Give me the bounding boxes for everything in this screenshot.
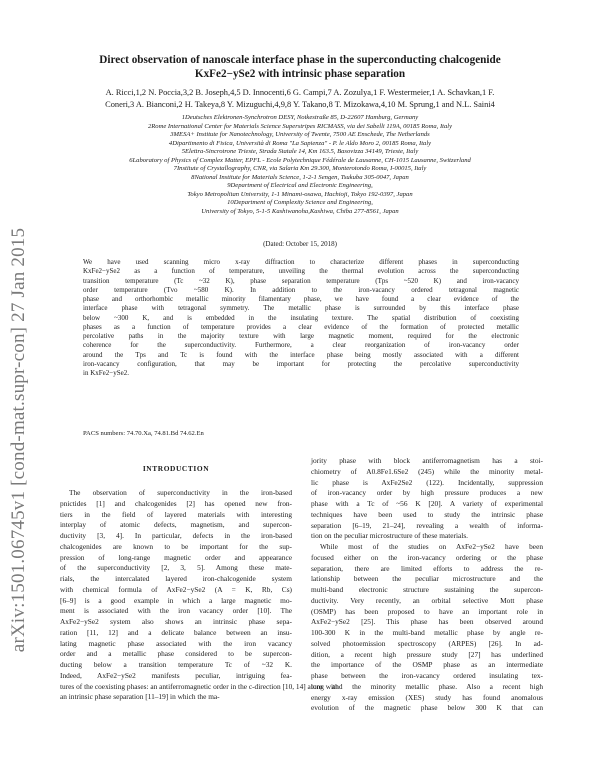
section-heading-introduction: INTRODUCTION (142, 464, 210, 473)
body-line: chalcogenides are known to be important for the sup- (60, 541, 292, 551)
abstract-line: in KxFe2−ySe2. (83, 369, 129, 377)
body-line: evolution of the magnetic phase below 300 K that can (311, 703, 543, 713)
body-line: focused either on the iron-vacancy ordering or the phase (311, 552, 543, 562)
affiliation: 10Department of Complexity Science and Engineering, (227, 199, 373, 207)
left-column-text (60, 488, 339, 703)
body-line: ducting below a transition temperature Tc of ~32 K. (60, 660, 292, 669)
body-line: of the superconductivity [2, 3, 5]. Among these mate- (60, 563, 292, 573)
body-line: 100-300 K in the multi-band metallic phase by angle re- (311, 628, 543, 637)
affiliation: Tokyo Metropolitan University, 1-1 Minami-osawa, Hachioji, Tokyo 192-0397, Japan (187, 190, 413, 198)
body-line: of iron-vacancy order by high pressure produces a new (311, 488, 543, 498)
affiliation: 9Department of Electrical and Electronic Engineering, (227, 182, 373, 190)
body-line: energy x-ray emission (XES) study has found anomalous (311, 692, 543, 702)
body-line: [6–9] is a good example in which a large magnetic mo- (60, 595, 292, 605)
title-line-2: KxFe2−ySe2 with intrinsic phase separation (194, 68, 406, 80)
date-line: (Dated: October 15, 2018) (263, 240, 337, 248)
arxiv-identifier-stamp (3, 160, 35, 720)
author-list (62, 87, 538, 111)
abstract-line: transition temperature (Tc ~32 K), phase separation temperature (Tps ~520 K) and iron-vacancy (83, 276, 519, 285)
affiliation: 2Rome International Center for Materials Science Superstripes RICMASS, via dei Sabelli 119A, 00185 Roma, Italy (147, 122, 453, 130)
body-line: AxFe2−ySe2 system also shows an intrinsic phase sepa- (60, 617, 292, 626)
body-line: tion on the peculiar microstructure of these materials. (311, 531, 469, 541)
body-line: interplay of atomic defects, magnetism, and supercon- (60, 520, 292, 530)
body-line: separation [6–19, 21–24], revealing a wealth of informa- (311, 520, 543, 530)
pacs-numbers: PACS numbers: 74.70.Xa, 74.81.Bd 74.62.En (83, 430, 204, 437)
affiliation: 1Deutsches Elektronen-Synchrotron DESY, Notkestraße 85, D-22607 Hamburg, Germany (181, 114, 419, 121)
body-line: While most of the studies on AxFe2−ySe2 have been (320, 542, 543, 551)
abstract-line: We have used scanning micro x-ray diffraction to characterize different phases in superconducting (83, 258, 519, 266)
paper-title (60, 53, 540, 81)
body-line: an intrinsic phase separation [11–19] in which the ma- (60, 692, 220, 702)
affiliations (70, 114, 530, 217)
abstract-line: phase and orthorhombic metallic minority filamentary phase, we have found a clear evidence of the (83, 295, 519, 303)
body-line: tures of the coexisting phases: an antiferromagnetic order in the c-direction [10, 14] along with (60, 681, 339, 691)
body-line: rials, the intercalated layered iron-chalcogenide system (60, 574, 292, 583)
body-line: Indeed, AxFe2−ySe2 manifests peculiar, intriguing fea- (60, 670, 292, 680)
body-line: pression of long-range magnetic order and appearance (60, 552, 292, 562)
body-line: ration [11, 12] and a delicate balance between an insu- (60, 627, 292, 637)
author-line: Coneri,3 A. Bianconi,2 H. Takeya,8 Y. Mizuguchi,4,9,8 Y. Takano,8 T. Mizokawa,4,10 M. Sprung,1 and N.L. Saini4 (105, 100, 495, 109)
body-line: lationship between the peculiar microstructure and the (311, 574, 543, 584)
body-line: techniques have been used to study the intrinsic phase (311, 509, 543, 519)
body-line: ture and the minority metallic phase. Also a recent high (311, 681, 543, 691)
abstract-line: interface phase with tetragonal symmetry. The metallic phase is surrounded by this interface phase (83, 304, 519, 313)
affiliation: 5Elettra-Sincrotrone Trieste, Strada Statale 14, Km 163.5, Basovizza 34149, Trieste, Italy (181, 148, 419, 156)
body-line: phase with a Tc of ~56 K [20]. A variety of experimental (311, 499, 543, 508)
body-line: the importance of the OSMP phase as an intermediate (311, 660, 543, 670)
author-line: A. Ricci,1,2 N. Poccia,3,2 B. Joseph,4,5 D. Innocenti,6 G. Campi,7 A. Zozulya,1 F. Westermeier,1 A. Schavkan,1 F. (105, 88, 495, 97)
affiliation: 8National Institute for Materials Science, 1-2-1 Sengen, Tsukuba 305-0047, Japan (191, 173, 409, 181)
right-column-text (311, 456, 543, 714)
body-line: order and a metallic phase considered to be supercon- (60, 649, 292, 659)
body-line: dition, a recent high pressure study [27] has underlined (311, 649, 543, 659)
abstract (83, 258, 519, 378)
body-line: The observation of superconductivity in the iron-based (69, 488, 292, 497)
abstract-line: KxFe2−ySe2 as a function of temperature, unveiling the thermal evolution across the superconducting (83, 267, 519, 276)
body-line: multi-band electronic structure sustaining the supercon- (311, 585, 543, 594)
abstract-line: coherence for the superconductivity. Furthermore, a clear reorganization of iron-vacancy order (83, 341, 519, 350)
abstract-line: around the Tps and Tc is found with the interface phase being mostly associated with a different (83, 350, 519, 359)
affiliation: 7Institute of Crystallography, CNR, via Salaria Km 29.300, Monterotondo Roma, I-00015, Italy (173, 165, 427, 173)
abstract-line: order temperature (Tvo ~580 K). In addition to the iron-vacancy ordered tetragonal magnetic (83, 285, 519, 294)
abstract-line: percolative paths in the majority texture with large magnetic moment, required for the electronic (83, 332, 519, 340)
body-line: ductivity [3, 4]. In particular, defects in the iron-based (60, 531, 292, 540)
body-line: separation, there are limited efforts to address the re- (311, 563, 543, 573)
affiliation: 3MESA+ Institute for Nanotechnology, University of Twente, 7500 AE Enschede, The Netherlands (170, 131, 430, 139)
body-line: ment is associated with the iron vacancy order [10]. The (60, 606, 292, 616)
body-line: lic phase is AxFe2Se2 (122). Incidentally, suppression (311, 477, 543, 487)
body-line: with chemical formula of AxFe2−ySe2 (A = K, Rb, Cs) (60, 584, 292, 594)
abstract-line: phases as a function of temperature provides a clear evidence of the formation of protected metallic (83, 322, 519, 331)
affiliation: 4Dipartimento di Fisica, Università di Roma "La Sapienza" - P. le Aldo Moro 2, 00185 Roma, Italy (168, 139, 432, 147)
body-line: lating magnetic phase associated with the iron vacancy (60, 638, 292, 648)
affiliation: 6Laboratory of Physics of Complex Matter, EPFL - Ecole Polytechnique Fédérale de Lausanne, CH-1015 Lausanne, Switzerland (129, 156, 471, 164)
body-line: phase between the iron-vacancy ordered insulating tex- (311, 671, 543, 680)
body-line: tiers in the field of layered materials with interesting (60, 509, 292, 519)
body-line: jority phase with block antiferromagnetism has a stoi- (311, 456, 543, 465)
abstract-line: iron-vacancy configuration, that may be important for protecting the percolative superconductivity (83, 359, 519, 368)
arxiv-stamp-text: arXiv:1501.06745v1 [cond-mat.supr-con] 27 Jan 2015 (8, 227, 29, 653)
body-line: AxFe2−ySe2 [25]. This phase has been observed around (311, 617, 543, 627)
body-line: ductivity. Very recently, an orbital selective Mott phase (311, 595, 543, 605)
body-line: (OSMP) has been proposed to have an important role in (311, 606, 543, 616)
abstract-line: below ~300 K, and is embedded in the insulating texture. The spatial distribution of coexisting (83, 313, 519, 322)
body-line: solved photoemission spectroscopy (ARPES) [26]. In ad- (311, 638, 543, 648)
body-line: pnictides [1] and chalcogenides [2] has opened new fron- (60, 498, 292, 508)
body-line: chiometry of A0.8Fe1.6Se2 (245) while the minority metal- (311, 466, 543, 476)
affiliation: University of Tokyo, 5-1-5 Kashiwanoha,Kashiwa, Chiba 277-8561, Japan (201, 208, 399, 216)
title-line-1: Direct observation of nanoscale interface phase in the superconducting chalcogenide (99, 54, 501, 66)
